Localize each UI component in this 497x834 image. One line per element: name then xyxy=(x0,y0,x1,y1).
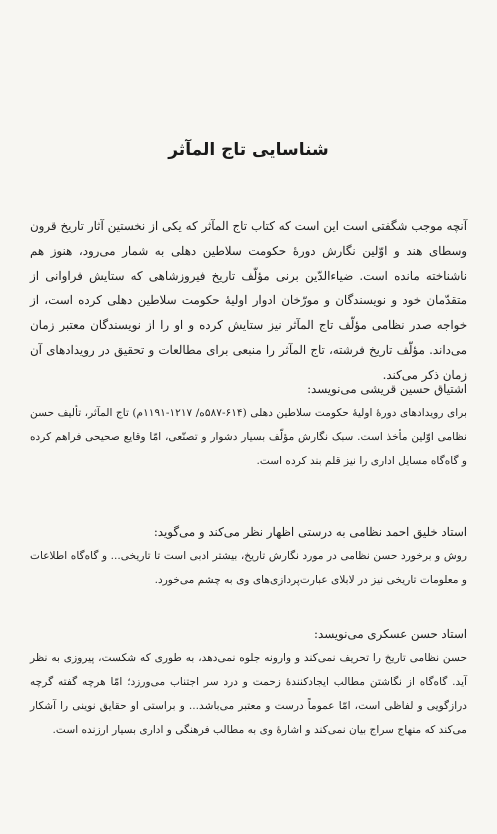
quote-text: روش و برخورد حسن نظامی در مورد نگارش تاریخ، بیشتر ادبی است تا تاریخی... و گاه‌گاه اطلاعات و معلومات تاریخی نیز در لابلای عبارت‌پردازی‌های وی به چشم می‌خورد. xyxy=(30,550,467,586)
quote-block-nizami xyxy=(30,520,467,592)
quote-lead: اشتیاق حسین قریشی می‌نویسد: xyxy=(307,382,467,396)
intro-paragraph: آنچه موجب شگفتی است این است که کتاب تاج المآثر که یکی از نخستین آثار تاریخ قرون وسطای هند و اوّلین نگارش دورهٔ حکومت سلاطین دهلی به شمار می‌رود، هنوز هم ناشناخته مانده است. ضیاءالدّین برنی مؤلّف تاریخ فیروزشاهی که ستایش فراوانی از متقدّمان خود و نویسندگان و مورّخان ادوار اولیهٔ حکومت سلاطین دهلی کرده است، از خواجه صدر نظامی مؤلّف تاج المآثر نیز ستایش کرده و او را از نویسندگان معتبر زمان می‌داند. مؤلّف تاریخ فرشته، تاج المآثر را منبعی برای مطالعات و تحقیق در رویدادهای آن زمان ذکر می‌کند. xyxy=(30,219,467,382)
quote-block-askari xyxy=(30,622,467,742)
chapter-title: شناسایی تاج المآثر xyxy=(168,140,329,160)
quote-block-qureshi xyxy=(30,377,467,473)
quote-lead: استاد خلیق احمد نظامی به درستی اظهار نظر می‌کند و می‌گوید: xyxy=(153,525,467,539)
quote-lead: استاد حسن عسکری می‌نویسد: xyxy=(314,627,467,641)
quote-text: حسن نظامی تاریخ را تحریف نمی‌کند و وارونه جلوه نمی‌دهد، به طوری که شکست، پیروزی به نظر آید. گاه‌گاه از نگاشتن مطالب ایجادکنندهٔ زحمت و درد سر اجتناب می‌ورزد؛ امّا هرچه گفته گرچه درازگویی و لفاظی است، امّا عموماً درست و معتبر می‌باشد... و براستی او حقایق نوینی را آشکار می‌کند که منهاج سراج بیان نمی‌کند و اشارهٔ وی به مطالب فرهنگی و اداری بسیار ارزنده است. xyxy=(30,652,467,736)
quote-text: برای رویدادهای دورهٔ اولیهٔ حکومت سلاطین دهلی (۶۱۴-۵۸۷ه/ ۱۲۱۷-۱۱۹۱م) تاج المآثر، تألیف حسن نظامی اوّلین مأخذ است. سبک نگارش مؤلّف بسیار دشوار و تصنّعی، امّا وقایع صحیحی فراهم کرده و گاه‌گاه مسایل اداری را نیز قلم بند کرده است. xyxy=(30,407,467,467)
